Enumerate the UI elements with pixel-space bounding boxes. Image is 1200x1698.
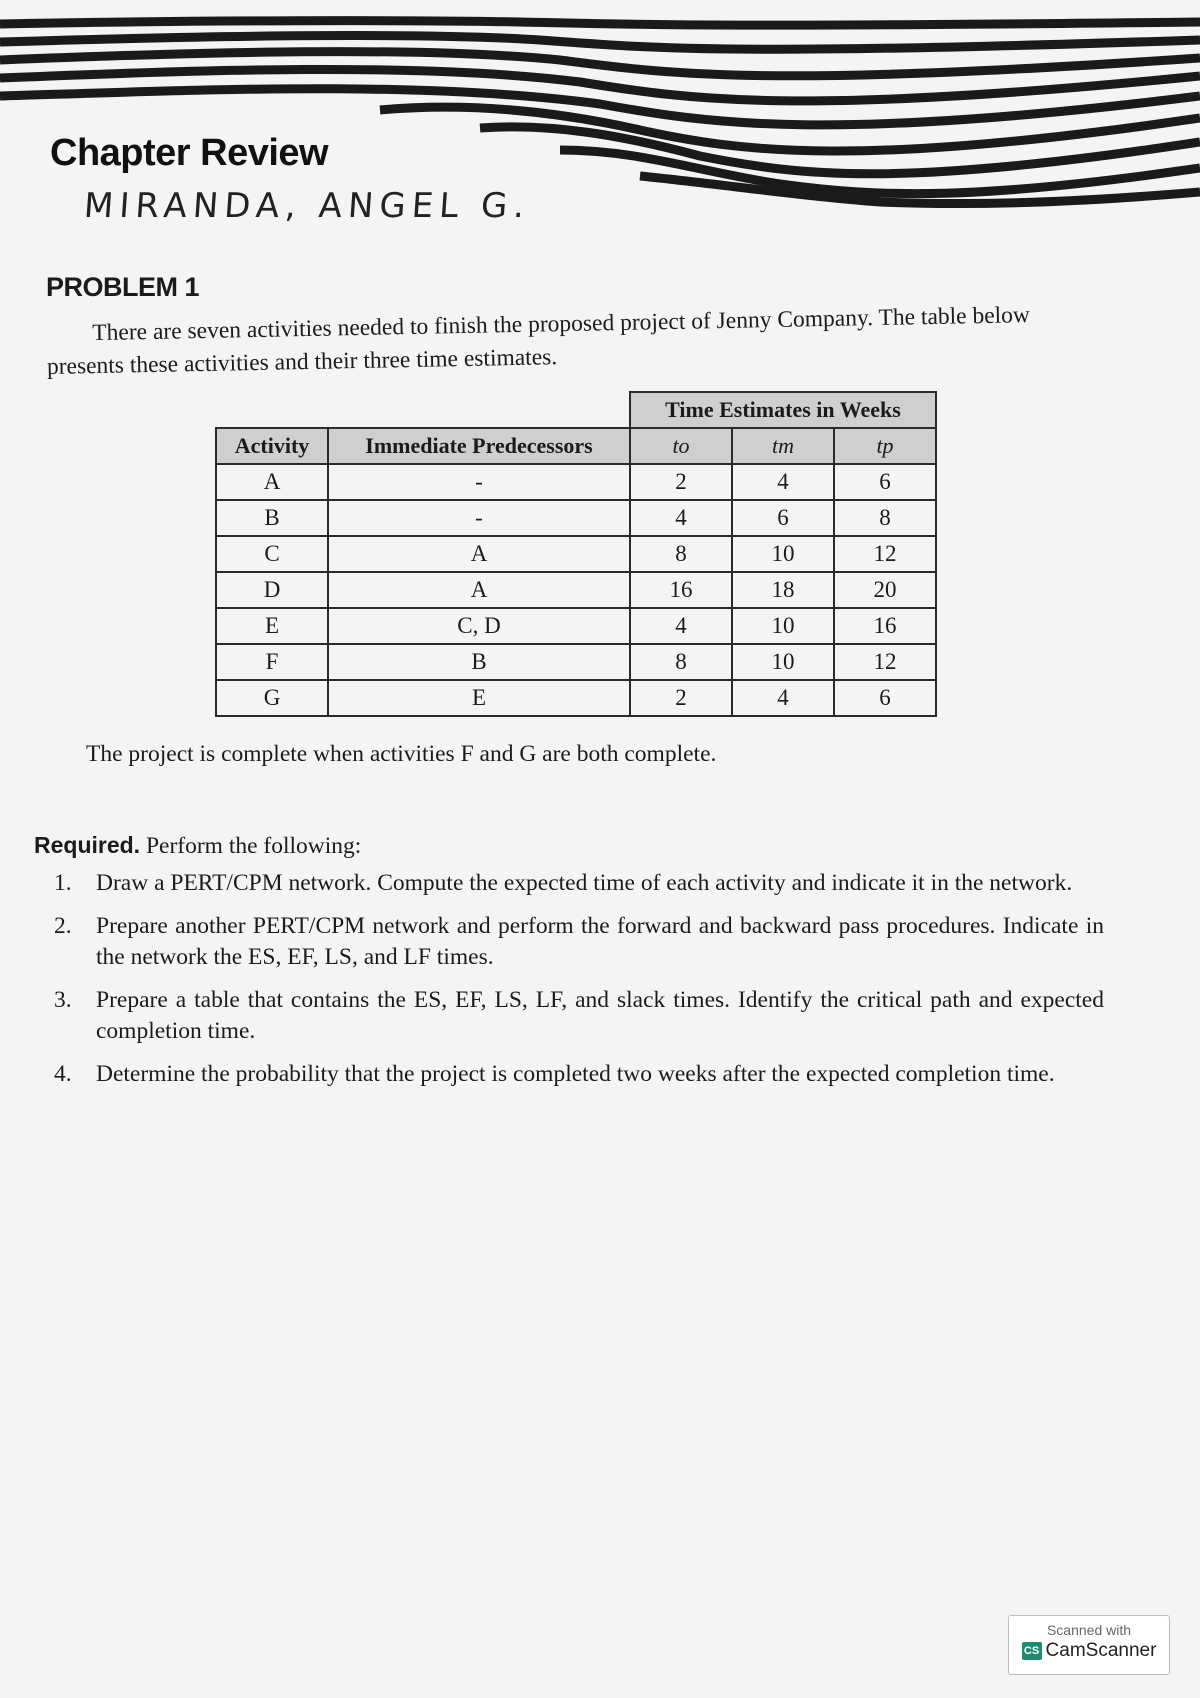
predecessor-cell: A <box>328 536 630 572</box>
table-row <box>216 608 936 644</box>
problem-intro <box>46 298 1087 384</box>
task-number: 4. <box>54 1061 72 1087</box>
watermark-top-text: Scanned with <box>1046 1622 1132 1638</box>
watermark-brand: CamScanner <box>1045 1640 1157 1661</box>
camscanner-logo-icon: CS <box>1022 1642 1042 1660</box>
task-text: Draw a PERT/CPM network. Compute the expected time of each activity and indicate it in the network. <box>96 870 1073 896</box>
tm-cell: 10 <box>732 644 834 680</box>
time-estimates-table <box>215 391 937 717</box>
tm-header: tm <box>732 428 834 464</box>
table-row <box>216 464 936 500</box>
predecessor-cell: A <box>328 572 630 608</box>
activity-cell: G <box>216 680 328 716</box>
activity-cell: E <box>216 608 328 644</box>
task-number: 3. <box>54 987 72 1013</box>
list-item <box>54 985 1104 1047</box>
required-line <box>34 832 361 860</box>
task-text: Prepare another PERT/CPM network and perform the forward and backward pass procedures. Indicate in the network the ES, EF, LS, and LF times. <box>96 913 1104 970</box>
tp-header: tp <box>834 428 936 464</box>
predecessor-cell: B <box>328 644 630 680</box>
task-list <box>54 868 1104 1102</box>
tp-cell: 16 <box>834 608 936 644</box>
table-group-header-row <box>216 392 936 428</box>
activity-cell: B <box>216 500 328 536</box>
table-row <box>216 500 936 536</box>
list-item <box>54 1059 1104 1090</box>
to-cell: 4 <box>630 500 732 536</box>
table-row <box>216 644 936 680</box>
list-item <box>54 911 1104 973</box>
tm-cell: 4 <box>732 680 834 716</box>
tp-cell: 20 <box>834 572 936 608</box>
predecessor-cell: C, D <box>328 608 630 644</box>
camscanner-watermark <box>1008 1615 1170 1675</box>
tm-cell: 4 <box>732 464 834 500</box>
activity-cell: F <box>216 644 328 680</box>
task-number: 2. <box>54 913 72 939</box>
to-cell: 2 <box>630 464 732 500</box>
task-text: Prepare a table that contains the ES, EF, LS, LF, and slack times. Identify the critical path and expected completion time. <box>96 987 1104 1044</box>
to-cell: 8 <box>630 644 732 680</box>
handwritten-student-name: MIRANDA, ANGEL G. <box>82 186 532 226</box>
tp-cell: 6 <box>834 680 936 716</box>
blank-header-cell <box>216 392 328 428</box>
time-estimates-header: Time Estimates in Weeks <box>630 392 936 428</box>
completion-note: The project is complete when activities F and G are both complete. <box>86 741 717 767</box>
table-row <box>216 572 936 608</box>
to-cell: 2 <box>630 680 732 716</box>
tp-cell: 12 <box>834 536 936 572</box>
activity-header: Activity <box>216 428 328 464</box>
blank-header-cell <box>328 392 630 428</box>
chapter-title: Chapter Review <box>50 132 329 174</box>
tm-cell: 6 <box>732 500 834 536</box>
activity-cell: D <box>216 572 328 608</box>
tp-cell: 8 <box>834 500 936 536</box>
tm-cell: 18 <box>732 572 834 608</box>
tm-cell: 10 <box>732 608 834 644</box>
activity-cell: A <box>216 464 328 500</box>
problem-heading: PROBLEM 1 <box>46 272 200 302</box>
required-text: Perform the following: <box>145 833 362 859</box>
predecessors-header: Immediate Predecessors <box>328 428 630 464</box>
to-cell: 8 <box>630 536 732 572</box>
tm-cell: 10 <box>732 536 834 572</box>
tp-cell: 6 <box>834 464 936 500</box>
table-row <box>216 536 936 572</box>
task-number: 1. <box>54 870 72 896</box>
to-cell: 4 <box>630 608 732 644</box>
predecessor-cell: E <box>328 680 630 716</box>
problem-intro-text: There are seven activities needed to finish the proposed project of Jenny Company. The table below presents these activities and their three time estimates. <box>46 302 1031 380</box>
task-text: Determine the probability that the project is completed two weeks after the expected completion time. <box>96 1061 1055 1087</box>
predecessor-cell: - <box>328 464 630 500</box>
table-header-row <box>216 428 936 464</box>
activity-cell: C <box>216 536 328 572</box>
to-header: to <box>630 428 732 464</box>
to-cell: 16 <box>630 572 732 608</box>
required-label: Required. <box>34 832 141 858</box>
watermark-brand-row <box>1009 1640 1169 1662</box>
table-row <box>216 680 936 716</box>
predecessor-cell: - <box>328 500 630 536</box>
tp-cell: 12 <box>834 644 936 680</box>
list-item <box>54 868 1104 899</box>
